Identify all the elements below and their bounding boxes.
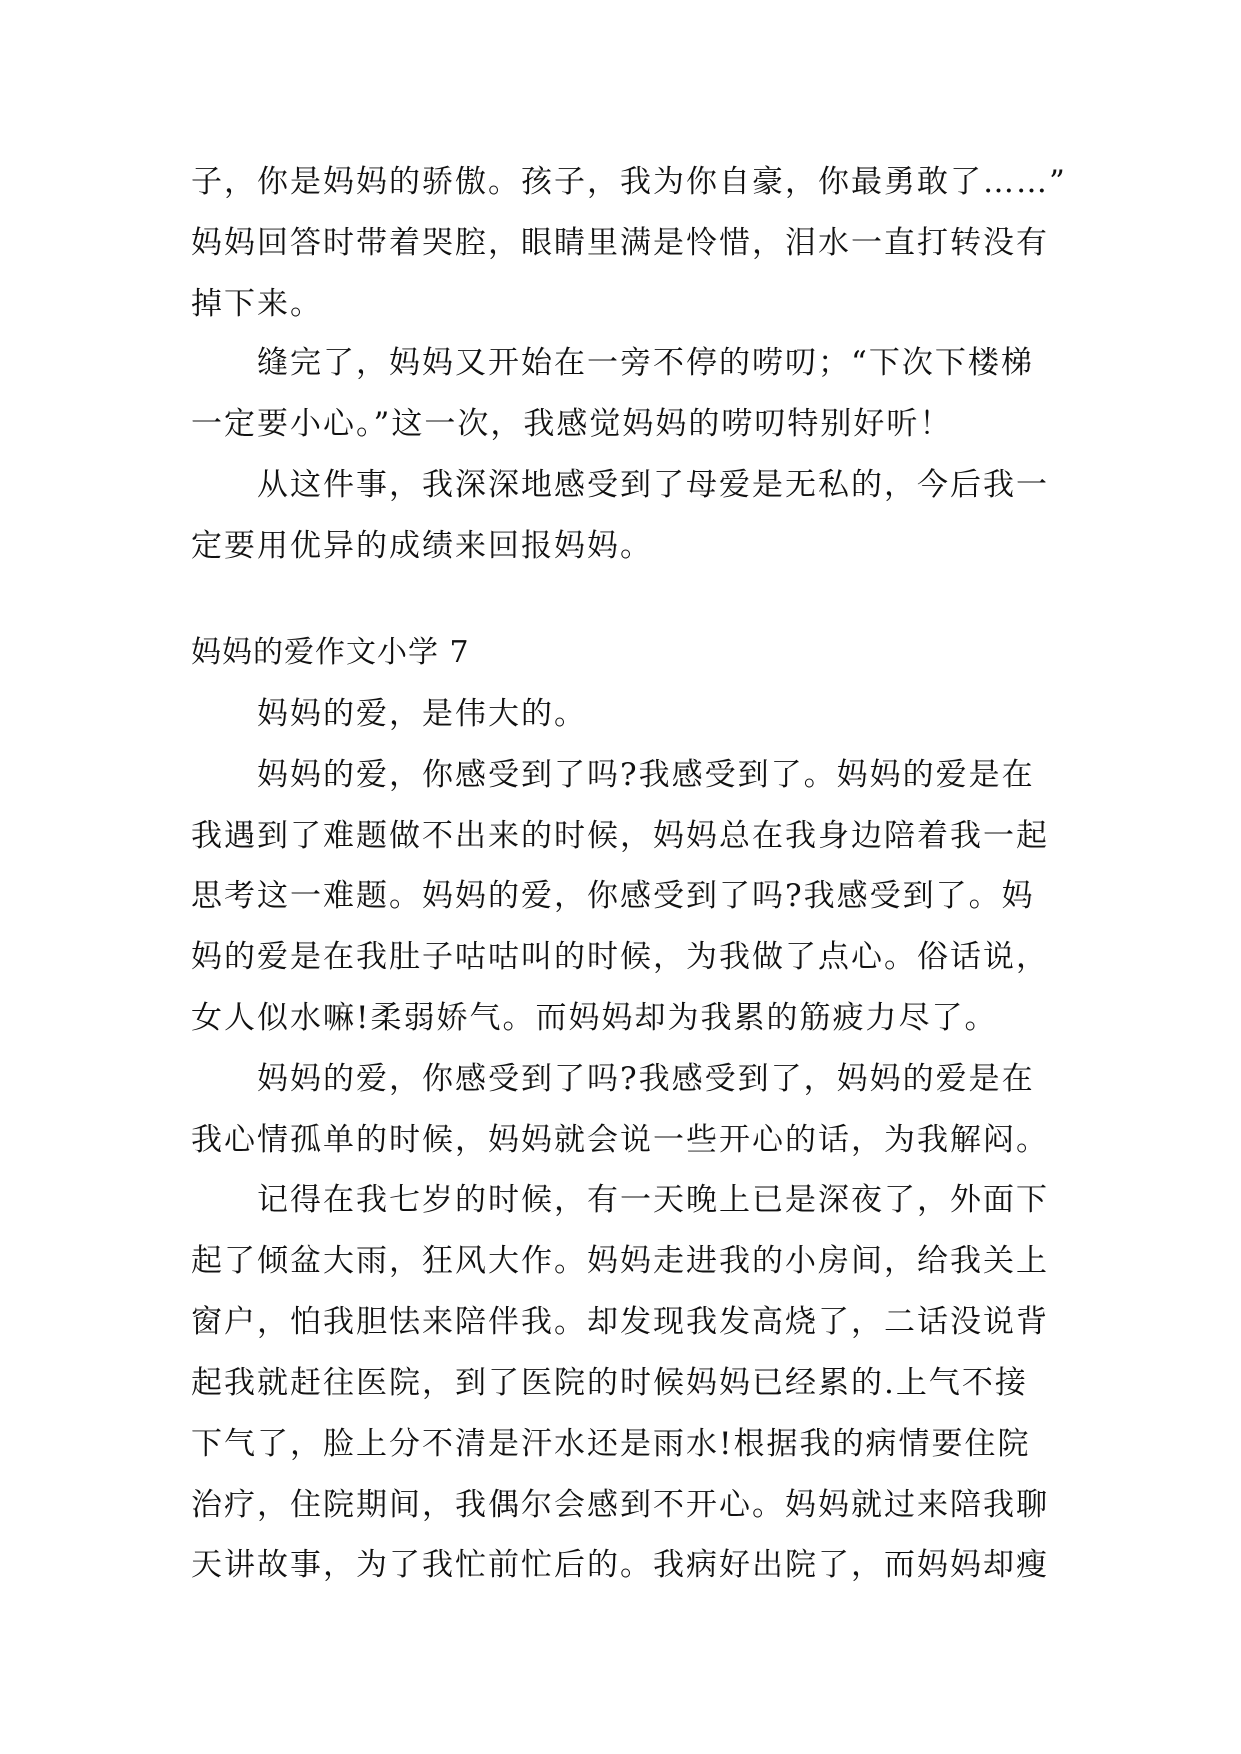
text-line: 女人似水嘛!柔弱娇气。而妈妈却为我累的筋疲力尽了。 (191, 1000, 998, 1036)
paragraph-first-line: 记得在我七岁的时候，有一天晚上已是深夜了，外面下 (257, 1182, 1049, 1218)
section-heading: 妈妈的爱作文小学 7 (191, 635, 470, 670)
text-line: 子，你是妈妈的骄傲。孩子，我为你自豪，你最勇敢了……” (191, 164, 1067, 200)
text-line: 治疗，住院期间，我偶尔会感到不开心。妈妈就过来陪我聊 (191, 1487, 1049, 1523)
text-line: 我遇到了难题做不出来的时候，妈妈总在我身边陪着我一起 (191, 818, 1049, 854)
text-line: 下气了，脸上分不清是汗水还是雨水!根据我的病情要住院 (191, 1426, 1031, 1462)
text-line: 妈妈回答时带着哭腔，眼睛里满是怜惜，泪水一直打转没有 (191, 225, 1049, 261)
text-line: 我心情孤单的时候，妈妈就会说一些开心的话，为我解闷。 (191, 1122, 1049, 1158)
paragraph-first-line: 妈妈的爱，是伟大的。 (257, 696, 587, 732)
text-line: 妈的爱是在我肚子咕咕叫的时候，为我做了点心。俗话说， (191, 939, 1049, 975)
text-line: 起我就赶往医院，到了医院的时候妈妈已经累的.上气不接 (191, 1365, 1028, 1401)
text-line: 起了倾盆大雨，狂风大作。妈妈走进我的小房间，给我关上 (191, 1243, 1049, 1279)
paragraph-first-line: 缝完了，妈妈又开始在一旁不停的唠叨；“下次下楼梯 (257, 345, 1034, 381)
text-line: 思考这一难题。妈妈的爱，你感受到了吗?我感受到了。妈 (191, 878, 1035, 914)
text-line: 天讲故事，为了我忙前忙后的。我病好出院了，而妈妈却瘦 (191, 1547, 1049, 1583)
text-line: 一定要小心。”这一次，我感觉妈妈的唠叨特别好听！ (191, 406, 953, 442)
paragraph-first-line: 妈妈的爱，你感受到了吗?我感受到了。妈妈的爱是在 (257, 757, 1035, 793)
text-line: 定要用优异的成绩来回报妈妈。 (191, 528, 653, 564)
paragraph-first-line: 从这件事，我深深地感受到了母爱是无私的，今后我一 (257, 467, 1049, 503)
paragraph-first-line: 妈妈的爱，你感受到了吗?我感受到了，妈妈的爱是在 (257, 1061, 1035, 1097)
text-line: 掉下来。 (191, 286, 323, 322)
text-line: 窗户，怕我胆怯来陪伴我。却发现我发高烧了，二话没说背 (191, 1304, 1049, 1340)
